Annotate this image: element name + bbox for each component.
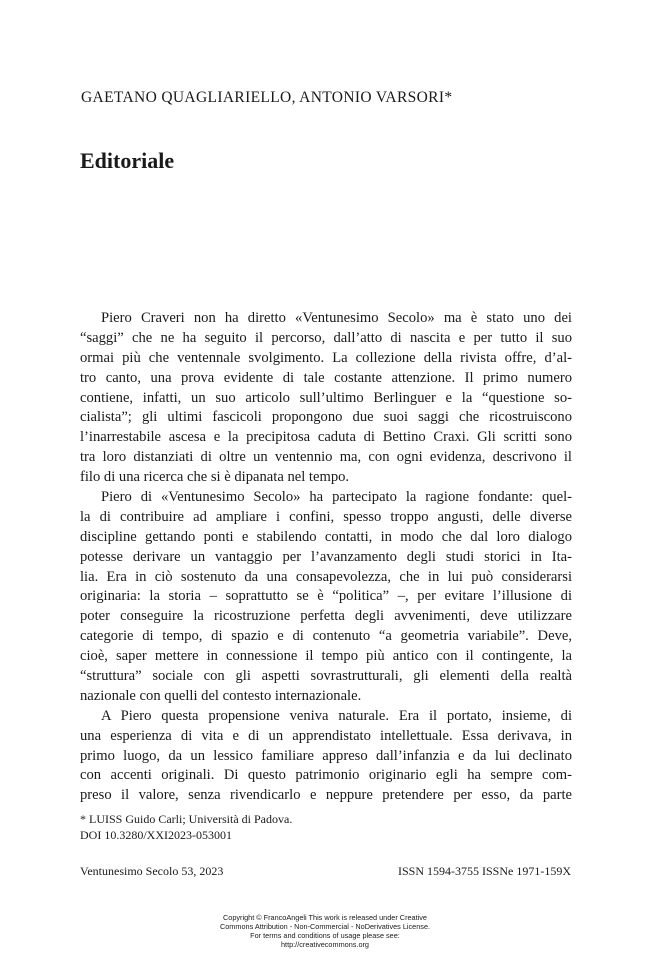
body-line: contiene, infatti, un suo articolo sull’ultimo Berlinguer e la “questione so- xyxy=(80,389,572,406)
body-line: A Piero questa propensione veniva naturale. Era il portato, insieme, di xyxy=(101,707,572,724)
body-line: potesse derivare un vantaggio per l’avanzamento degli studi storici in Ita- xyxy=(80,548,572,565)
license-link[interactable]: http://creativecommons.org xyxy=(280,940,369,949)
body-line: cioè, saper mettere in connessione il tempo più antico con il contingente, la xyxy=(80,648,572,665)
license-line: Commons Attribution - Non-Commercial - NoDerivatives License. xyxy=(219,922,431,931)
body-line: originaria: la storia – soprattutto se è “politica” –, per evitare l’illusione di xyxy=(80,588,572,605)
body-line: categorie di tempo, di spazio e di contenuto “a geometria variabile”. Deve, xyxy=(80,628,572,645)
body-line: Piero Craveri non ha diretto «Ventunesimo Secolo» ma è stato uno dei xyxy=(101,310,572,326)
body-line: ormai più che ventennale svolgimento. La collezione della rivista offre, d’al- xyxy=(80,349,572,366)
body-line: l’inarrestabile ascesa e la precipitosa caduta di Bettino Craxi. Gli scritti sono xyxy=(80,429,572,446)
body-line: discipline gettando ponti e stabilendo contatti, in modo che dal loro dialogo xyxy=(80,528,572,545)
authors-line: GAETANO QUAGLIARIELLO, ANTONIO VARSORI* xyxy=(81,89,453,106)
body-line: poter conseguire la ricostruzione perfetta degli avvenimenti, deve utilizzare xyxy=(80,608,572,625)
journal-citation: Ventunesimo Secolo 53, 2023 xyxy=(80,864,224,878)
body-line: Piero di «Ventunesimo Secolo» ha partecipato la ragione fondante: quel- xyxy=(101,489,572,506)
footnote xyxy=(80,811,292,843)
body-line: una esperienza di vita e di un apprendistato intellettuale. Essa derivava, in xyxy=(80,727,572,744)
body-line: nazionale con quelli del contesto internazionale. xyxy=(80,687,362,704)
footnote-doi: DOI 10.3280/XXI2023-053001 xyxy=(80,828,232,842)
body-line: “struttura” sociale con gli aspetti sovrastrutturali, gli elementi della realtà xyxy=(80,668,572,685)
body-line: primo luogo, da un lessico familiare appreso dall’infanzia e da lui declinato xyxy=(80,747,572,764)
body-line: lia. Era in ciò sostenuto da una consapevolezza, che in lui può considerarsi xyxy=(80,568,572,585)
body-line: la di contribuire ad ampliare i confini, spesso troppo angusti, delle diverse xyxy=(80,508,572,525)
license-notice xyxy=(0,913,650,949)
license-line: For terms and conditions of usage please see: xyxy=(250,931,400,940)
article-body xyxy=(80,309,572,806)
body-line: filo di una ricerca che si è dipanata nel tempo. xyxy=(80,469,350,486)
body-line: con accenti originali. Di questo patrimonio originario egli ha sempre com- xyxy=(80,767,572,784)
body-line: tro canto, una prova evidente di tale costante attenzione. Il primo numero xyxy=(80,369,572,386)
body-line: cialista”; gli ultimi fascicoli propongono due suoi saggi che ricostruiscono xyxy=(80,409,572,426)
license-line: Copyright © FrancoAngeli This work is released under Creative xyxy=(223,913,427,922)
article-title: Editoriale xyxy=(80,148,175,173)
body-line: tra loro distanziati di oltre un ventennio ma, con ogni evidenza, descrivono il xyxy=(80,449,572,466)
body-line: “saggi” che ne ha seguito il percorso, dall’atto di nascita e per tutto il suo xyxy=(80,329,572,346)
issn-line: ISSN 1594-3755 ISSNe 1971-159X xyxy=(397,864,571,878)
footnote-affiliation: * LUISS Guido Carli; Università di Padova. xyxy=(80,812,293,826)
body-line: preso il valore, senza rivendicarlo e neppure pretendere per esso, da parte xyxy=(80,787,572,804)
